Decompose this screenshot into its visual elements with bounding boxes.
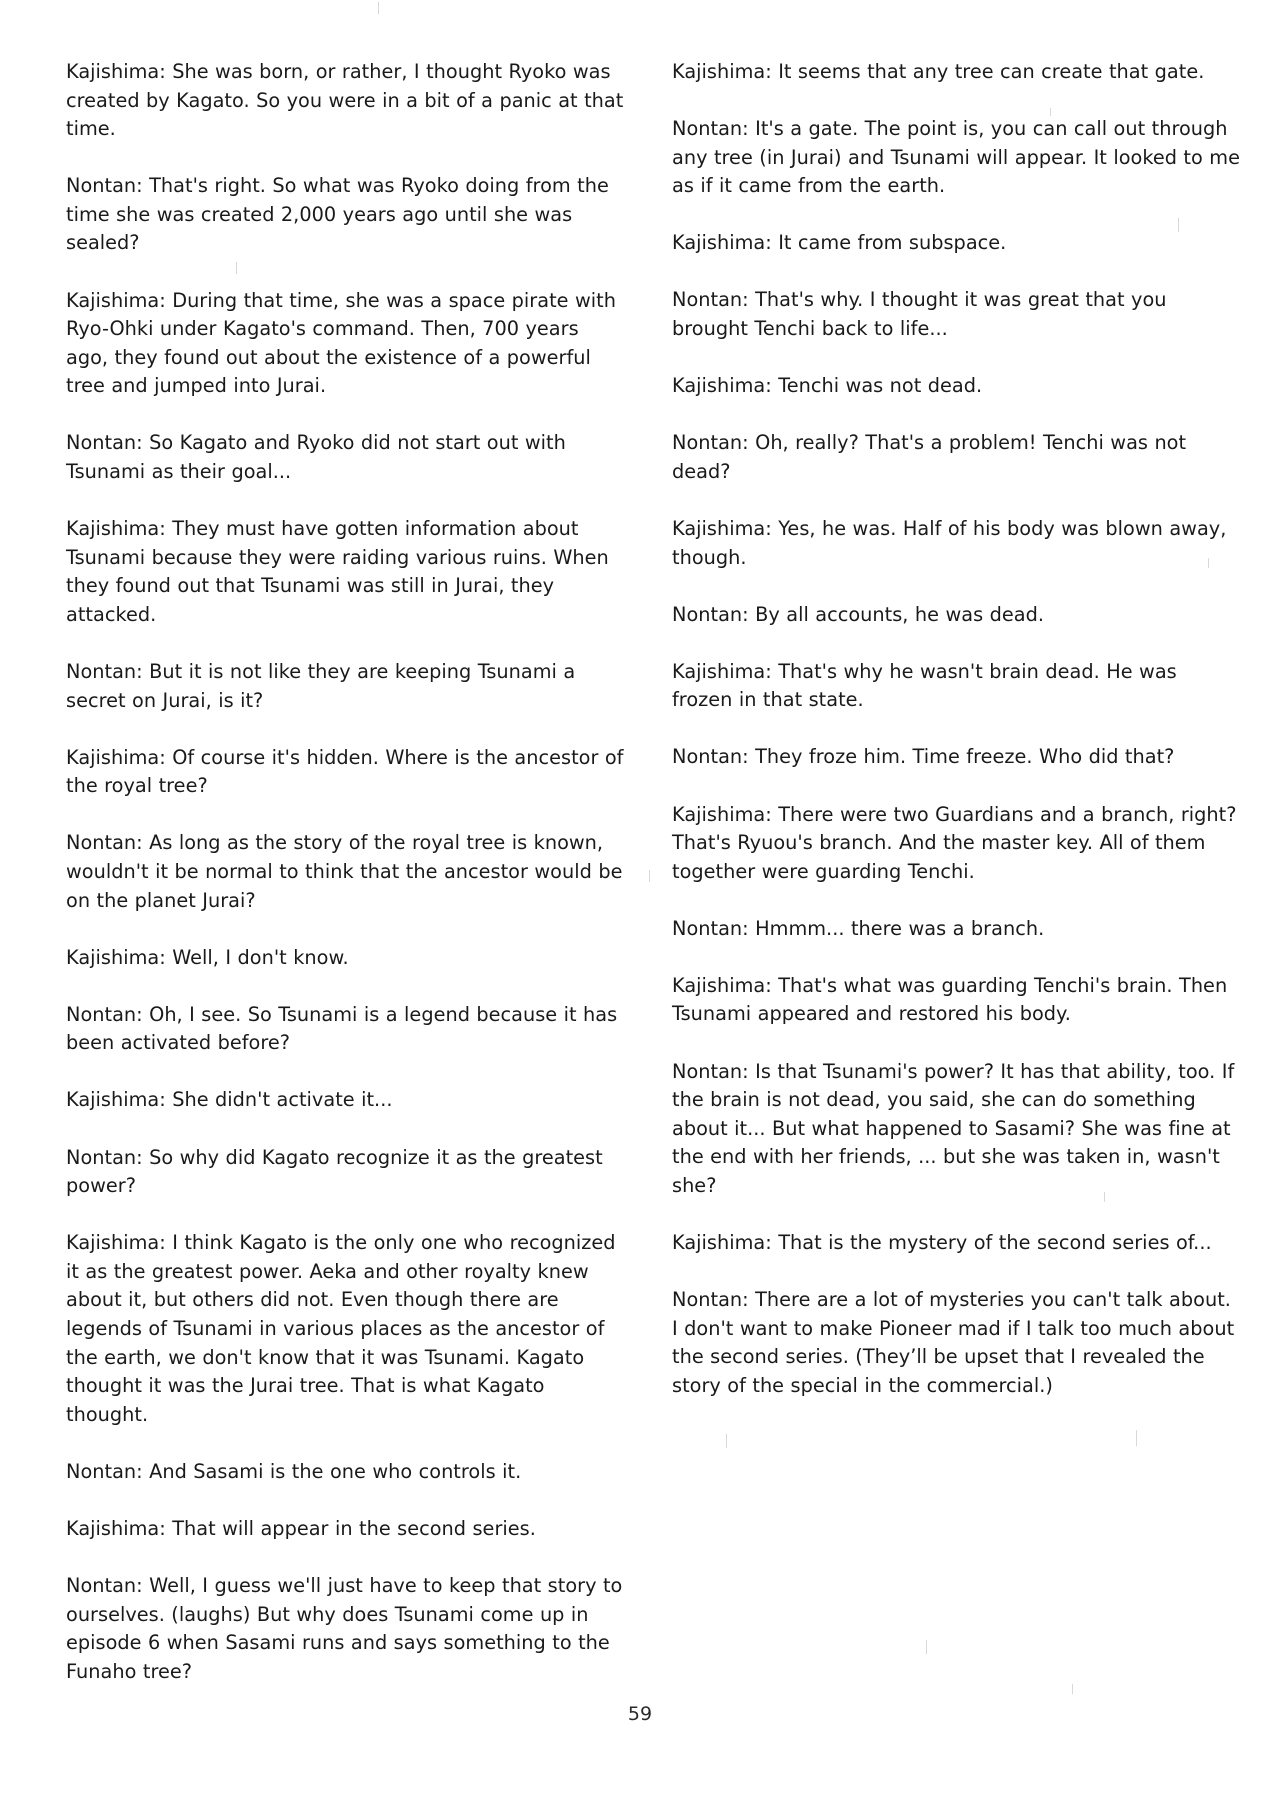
interview-paragraph: Kajishima: It seems that any tree can create that gate.: [672, 60, 1205, 83]
interview-paragraph: Nontan: They froze him. Time freeze. Who did that?: [672, 745, 1175, 769]
scan-speck: [1208, 558, 1209, 568]
page-number: 59: [627, 1703, 653, 1725]
interview-paragraph: Kajishima: Of course it's hidden. Where is the ancestor of the royal tree?: [66, 745, 624, 798]
interview-paragraph: Nontan: Oh, I see. So Tsunami is a legend because it has been activated before?: [66, 1002, 618, 1055]
interview-paragraph: Kajishima: I think Kagato is the only one who recognized it as the greatest power. Aeka and other royalty knew about it, but others did not. Even though there are legends of Tsunami in various places as the ancestor of the earth, we don't know that it was Tsunami. Kagato thought it was the Jurai tree. That is what Kagato thought.: [66, 1231, 616, 1426]
scan-speck: [1072, 1684, 1073, 1694]
interview-paragraph: Nontan: Hmmm... there was a branch.: [672, 916, 1045, 940]
left-column: [66, 58, 626, 1715]
interview-paragraph: Kajishima: It came from subspace.: [672, 231, 1007, 255]
interview-paragraph: Kajishima: That's why he wasn't brain dead. He was frozen in that state.: [672, 659, 1177, 712]
interview-paragraph: Nontan: So Kagato and Ryoko did not start out with Tsunami as their goal...: [66, 431, 566, 484]
right-column: [672, 58, 1242, 1429]
interview-paragraph: Kajishima: That's what was guarding Tenchi's brain. Then Tsunami appeared and restored his body.: [672, 973, 1228, 1026]
scan-speck: [1136, 1430, 1137, 1446]
interview-paragraph: Kajishima: There were two Guardians and a branch, right? That's Ryuou's branch. And the master key. All of them together were guarding Tenchi.: [672, 802, 1237, 883]
scan-speck: [1104, 1192, 1105, 1202]
interview-paragraph: Nontan: There are a lot of mysteries you can't talk about. I don't want to make Pioneer mad if I talk too much about the second series. (They’ll be upset that I revealed the story of the special in the commercial.): [672, 1288, 1235, 1397]
scan-speck: [1178, 218, 1179, 232]
interview-paragraph: Nontan: It's a gate. The point is, you can call out through any tree (in Jurai) and Tsunami will appear. It looked to me as if it came from the earth.: [672, 117, 1240, 198]
interview-paragraph: Nontan: But it is not like they are keeping Tsunami a secret on Jurai, is it?: [66, 660, 576, 712]
interview-paragraph: Nontan: Is that Tsunami's power? It has that ability, too. If the brain is not dead, you said, she can do something about it... But what happened to Sasami? She was fine at the end with her friends, ... but she was taken in, wasn't she?: [672, 1059, 1235, 1197]
interview-paragraph: Kajishima: Tenchi was not dead.: [672, 374, 983, 398]
scan-speck: [236, 262, 237, 274]
interview-paragraph: Kajishima: That is the mystery of the second series of...: [672, 1231, 1212, 1255]
interview-paragraph: Nontan: Oh, really? That's a problem! Tenchi was not dead?: [672, 431, 1187, 483]
interview-paragraph: Kajishima: Well, I don't know.: [66, 945, 349, 969]
interview-paragraph: Nontan: And Sasami is the one who controls it.: [66, 1459, 522, 1483]
scan-speck: [726, 1434, 727, 1448]
interview-paragraph: Kajishima: They must have gotten information about Tsunami because they were raiding various ruins. When they found out that Tsunami was still in Jurai, they attacked.: [66, 517, 609, 626]
scan-speck: [378, 2, 379, 14]
interview-paragraph: Nontan: Well, I guess we'll just have to keep that story to ourselves. (laughs) But why does Tsunami come up in episode 6 when Sasami runs and says something to the Funaho tree?: [66, 1574, 623, 1683]
scan-speck: [926, 1640, 927, 1654]
scan-speck: [649, 870, 650, 882]
interview-paragraph: Nontan: By all accounts, he was dead.: [672, 602, 1044, 626]
interview-paragraph: Nontan: That's why. I thought it was great that you brought Tenchi back to life...: [672, 288, 1167, 341]
interview-paragraph: Kajishima: During that time, she was a space pirate with Ryo-Ohki under Kagato's command. Then, 700 years ago, they found out about the existence of a powerful tree and jumped into Jurai.: [66, 288, 616, 398]
interview-paragraph: Nontan: That's right. So what was Ryoko doing from the time she was created 2,000 years ago until she was sealed?: [66, 174, 609, 255]
interview-paragraph: Kajishima: She didn't activate it...: [66, 1088, 393, 1112]
interview-paragraph: Kajishima: That will appear in the second series.: [66, 1516, 536, 1540]
interview-paragraph: Nontan: So why did Kagato recognize it as the greatest power?: [66, 1145, 603, 1198]
interview-paragraph: Kajishima: Yes, he was. Half of his body was blown away, though.: [672, 516, 1227, 569]
scan-speck: [1050, 108, 1051, 116]
interview-paragraph: Nontan: As long as the story of the royal tree is known, wouldn't it be normal to think that the ancestor would be on the planet Jurai?: [66, 831, 623, 912]
interview-paragraph: Kajishima: She was born, or rather, I thought Ryoko was created by Kagato. So you were in a bit of a panic at that time.: [66, 60, 624, 141]
